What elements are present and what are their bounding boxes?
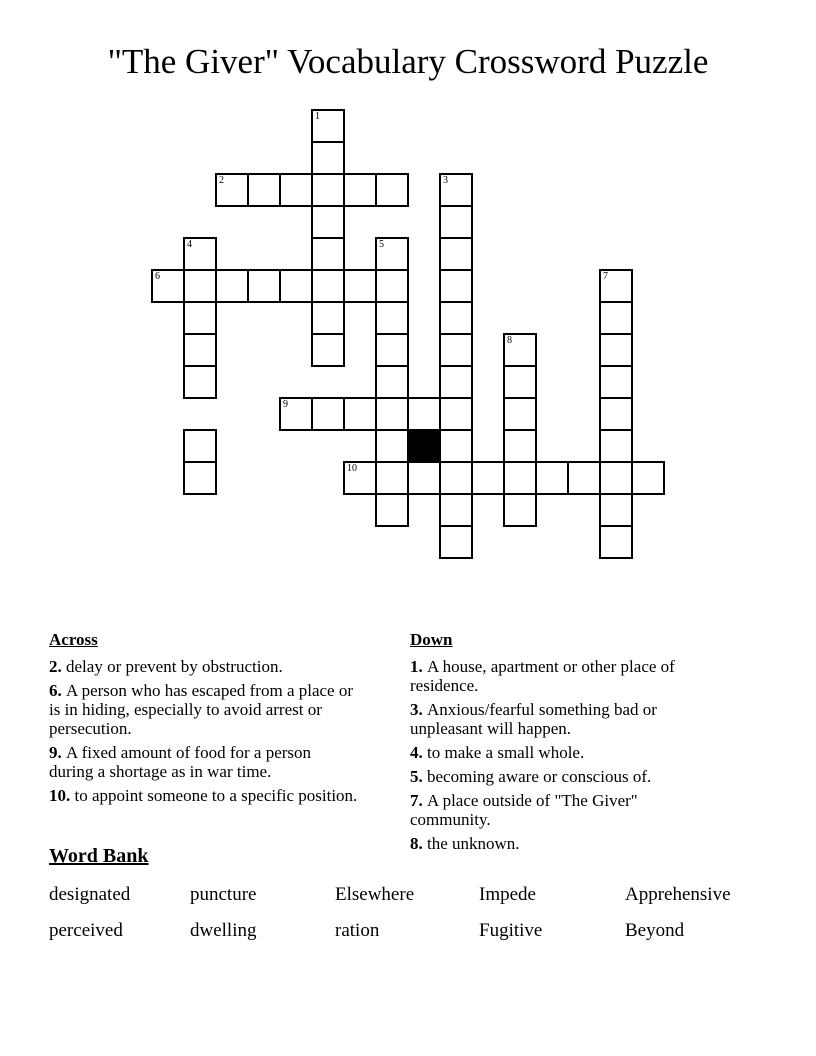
grid-cell[interactable]: [375, 269, 409, 303]
grid-cell[interactable]: [503, 333, 537, 367]
grid-cell[interactable]: [439, 173, 473, 207]
cell-number: 3: [443, 175, 448, 186]
grid-cell[interactable]: [599, 397, 633, 431]
cell-number: 8: [507, 335, 512, 346]
grid-cell[interactable]: [407, 461, 441, 495]
grid-cell[interactable]: [343, 269, 377, 303]
grid-cell[interactable]: [311, 141, 345, 175]
grid-cell[interactable]: [311, 205, 345, 239]
word-bank-word: Apprehensive: [625, 884, 731, 905]
grid-cell[interactable]: [279, 173, 313, 207]
word-bank-word: Impede: [479, 884, 536, 905]
across-heading: Across: [49, 630, 98, 649]
grid-cell[interactable]: [247, 269, 281, 303]
cell-number: 6: [155, 271, 160, 282]
grid-cell[interactable]: [375, 333, 409, 367]
grid-cell[interactable]: [503, 429, 537, 463]
grid-cell[interactable]: [407, 397, 441, 431]
grid-cell[interactable]: [375, 301, 409, 335]
grid-cell[interactable]: [183, 237, 217, 271]
grid-cell[interactable]: [599, 525, 633, 559]
grid-cell[interactable]: [183, 269, 217, 303]
grid-cell[interactable]: [183, 461, 217, 495]
cell-number: 4: [187, 239, 192, 250]
grid-cell[interactable]: [279, 269, 313, 303]
grid-cell[interactable]: [503, 493, 537, 527]
word-bank-word: Fugitive: [479, 920, 543, 941]
across-clues: [49, 657, 409, 805]
cell-number: 9: [283, 399, 288, 410]
word-bank-word: designated: [49, 884, 131, 905]
grid-cell[interactable]: [311, 109, 345, 143]
grid-cell[interactable]: [471, 461, 505, 495]
grid-cell[interactable]: [375, 397, 409, 431]
grid-cell[interactable]: [439, 429, 473, 463]
grid-cell[interactable]: [375, 493, 409, 527]
grid-cell[interactable]: [599, 333, 633, 367]
grid-cell[interactable]: [439, 301, 473, 335]
grid-cell[interactable]: [439, 269, 473, 303]
grid-cell[interactable]: [439, 397, 473, 431]
grid-cell[interactable]: [503, 461, 537, 495]
clue-6: 6. A person who has escaped from a place or is in hiding, especially to avoid arrest or persecution.: [49, 681, 354, 738]
grid-cell[interactable]: [183, 365, 217, 399]
clue-2: 2. delay or prevent by obstruction.: [49, 657, 283, 676]
grid-cell[interactable]: [215, 173, 249, 207]
word-bank-word: ration: [335, 920, 380, 941]
clue-9: 9. A fixed amount of food for a person during a shortage as in war time.: [49, 743, 312, 781]
page-title: "The Giver" Vocabulary Crossword Puzzle: [107, 42, 709, 81]
grid-cell[interactable]: [439, 461, 473, 495]
word-bank-word: perceived: [49, 920, 123, 941]
grid-cell[interactable]: [375, 461, 409, 495]
grid-cell[interactable]: [375, 365, 409, 399]
word-bank-word: dwelling: [190, 920, 257, 941]
grid-cell[interactable]: [183, 333, 217, 367]
word-bank-word: puncture: [190, 884, 257, 905]
grid-cell[interactable]: [439, 365, 473, 399]
grid-cell[interactable]: [183, 301, 217, 335]
clue-4: 4. to make a small whole.: [410, 743, 585, 762]
clue-8: 8. the unknown.: [410, 834, 520, 853]
grid-cell[interactable]: [311, 397, 345, 431]
grid-cell[interactable]: [631, 461, 665, 495]
grid-cell[interactable]: [311, 237, 345, 271]
word-bank-word: Elsewhere: [335, 884, 415, 905]
clue-5: 5. becoming aware or conscious of.: [410, 767, 652, 786]
grid-cell[interactable]: [599, 269, 633, 303]
grid-cell[interactable]: [343, 397, 377, 431]
cell-number: 5: [379, 239, 384, 250]
across-section: [49, 630, 409, 810]
grid-cell[interactable]: [439, 525, 473, 559]
down-clues: [410, 657, 750, 853]
cell-number: 2: [219, 175, 224, 186]
grid-cell[interactable]: [567, 461, 601, 495]
grid-cell[interactable]: [311, 301, 345, 335]
grid-cell[interactable]: [311, 333, 345, 367]
grid-cell[interactable]: [375, 429, 409, 463]
grid-cell[interactable]: [503, 365, 537, 399]
grid-cell[interactable]: [151, 269, 185, 303]
cell-number: 1: [315, 111, 320, 122]
grid-cell[interactable]: [599, 429, 633, 463]
down-heading: Down: [410, 630, 453, 649]
word-bank-word: Beyond: [625, 920, 685, 941]
grid-cell[interactable]: [343, 461, 377, 495]
clue-3: 3. Anxious/fearful something bad or unpleasant will happen.: [410, 700, 657, 738]
grid-cell[interactable]: [375, 237, 409, 271]
grid-cell[interactable]: [439, 333, 473, 367]
down-section: [410, 630, 750, 858]
clue-1: 1. A house, apartment or other place of residence.: [410, 657, 675, 695]
grid-cell[interactable]: [311, 173, 345, 207]
grid-cell[interactable]: [247, 173, 281, 207]
grid-cell[interactable]: [343, 173, 377, 207]
grid-cell[interactable]: [599, 461, 633, 495]
grid-cell[interactable]: [215, 269, 249, 303]
grid-cell[interactable]: [311, 269, 345, 303]
grid-cell[interactable]: [599, 301, 633, 335]
grid-cell[interactable]: [599, 493, 633, 527]
grid-cell[interactable]: [535, 461, 569, 495]
clue-10: 10. to appoint someone to a specific position.: [49, 786, 358, 805]
grid-cell[interactable]: [375, 173, 409, 207]
grid-cell[interactable]: [599, 365, 633, 399]
grid-cell[interactable]: [183, 429, 217, 463]
cell-number: 7: [603, 271, 608, 282]
word-bank-heading: Word Bank: [49, 845, 149, 867]
black-cell: [407, 429, 441, 463]
grid-cell[interactable]: [279, 397, 313, 431]
grid-cell[interactable]: [439, 493, 473, 527]
grid-cell[interactable]: [439, 237, 473, 271]
grid-cell[interactable]: [503, 397, 537, 431]
cell-number: 10: [347, 463, 357, 474]
grid-cell[interactable]: [439, 205, 473, 239]
clue-7: 7. A place outside of "The Giver" community.: [410, 791, 638, 829]
